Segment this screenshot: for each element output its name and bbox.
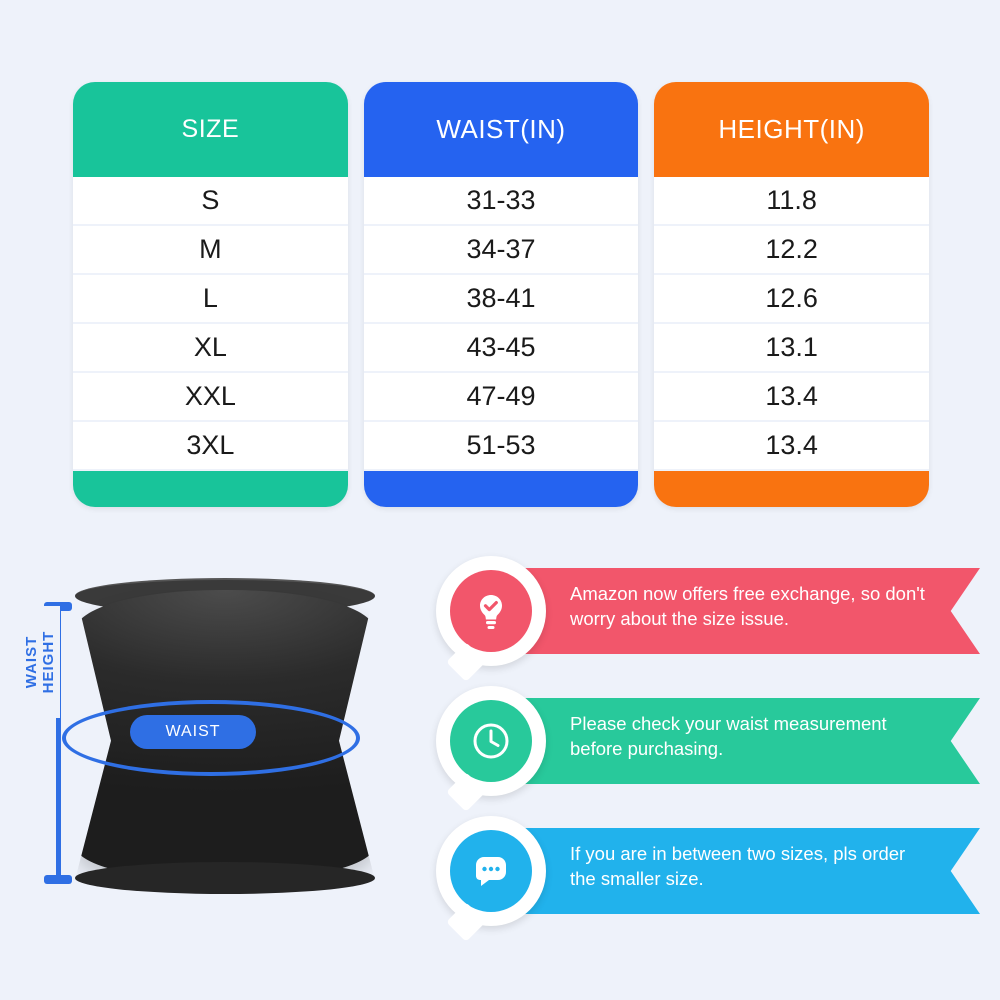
note-badge bbox=[436, 556, 546, 666]
belt-bottom-edge bbox=[75, 862, 375, 894]
note-item bbox=[430, 556, 980, 672]
table-cell: 3XL bbox=[73, 422, 348, 471]
table-cell: 11.8 bbox=[654, 177, 929, 226]
clock-icon bbox=[450, 700, 532, 782]
table-column-waist bbox=[364, 82, 639, 507]
table-cell: M bbox=[73, 226, 348, 275]
table-column-height bbox=[654, 82, 929, 507]
table-cell: 38-41 bbox=[364, 275, 639, 324]
table-cell: 13.4 bbox=[654, 422, 929, 471]
table-cell: 31-33 bbox=[364, 177, 639, 226]
table-cell: L bbox=[73, 275, 348, 324]
size-chart-table bbox=[73, 82, 929, 507]
note-text: Please check your waist measurement before purchasing. bbox=[570, 713, 887, 759]
waist-label: WAIST bbox=[130, 715, 256, 749]
note-text: Amazon now offers free exchange, so don't worry about the size issue. bbox=[570, 583, 925, 629]
column-header-size: SIZE bbox=[181, 115, 240, 143]
table-cell: 13.4 bbox=[654, 373, 929, 422]
table-cell: 13.1 bbox=[654, 324, 929, 373]
table-cell: S bbox=[73, 177, 348, 226]
waist-height-label: WAIST HEIGHT bbox=[20, 606, 60, 718]
notes-list bbox=[430, 556, 980, 946]
table-column-size bbox=[73, 82, 348, 507]
note-item bbox=[430, 816, 980, 932]
column-header-waist: WAIST(IN) bbox=[436, 114, 566, 144]
table-cell: 51-53 bbox=[364, 422, 639, 471]
table-cell: 12.2 bbox=[654, 226, 929, 275]
product-illustration bbox=[20, 560, 430, 980]
table-cell: XXL bbox=[73, 373, 348, 422]
column-footer bbox=[364, 471, 639, 507]
note-item bbox=[430, 686, 980, 802]
chat-bubble-icon bbox=[450, 830, 532, 912]
column-header-height: HEIGHT(IN) bbox=[718, 114, 865, 144]
column-footer bbox=[73, 471, 348, 507]
table-cell: XL bbox=[73, 324, 348, 373]
ruler-cap-bottom bbox=[44, 875, 72, 884]
table-cell: 34-37 bbox=[364, 226, 639, 275]
note-text: If you are in between two sizes, pls order the smaller size. bbox=[570, 843, 906, 889]
note-badge bbox=[436, 816, 546, 926]
table-cell: 12.6 bbox=[654, 275, 929, 324]
column-footer bbox=[654, 471, 929, 507]
note-badge bbox=[436, 686, 546, 796]
lightbulb-check-icon bbox=[450, 570, 532, 652]
table-cell: 43-45 bbox=[364, 324, 639, 373]
table-cell: 47-49 bbox=[364, 373, 639, 422]
